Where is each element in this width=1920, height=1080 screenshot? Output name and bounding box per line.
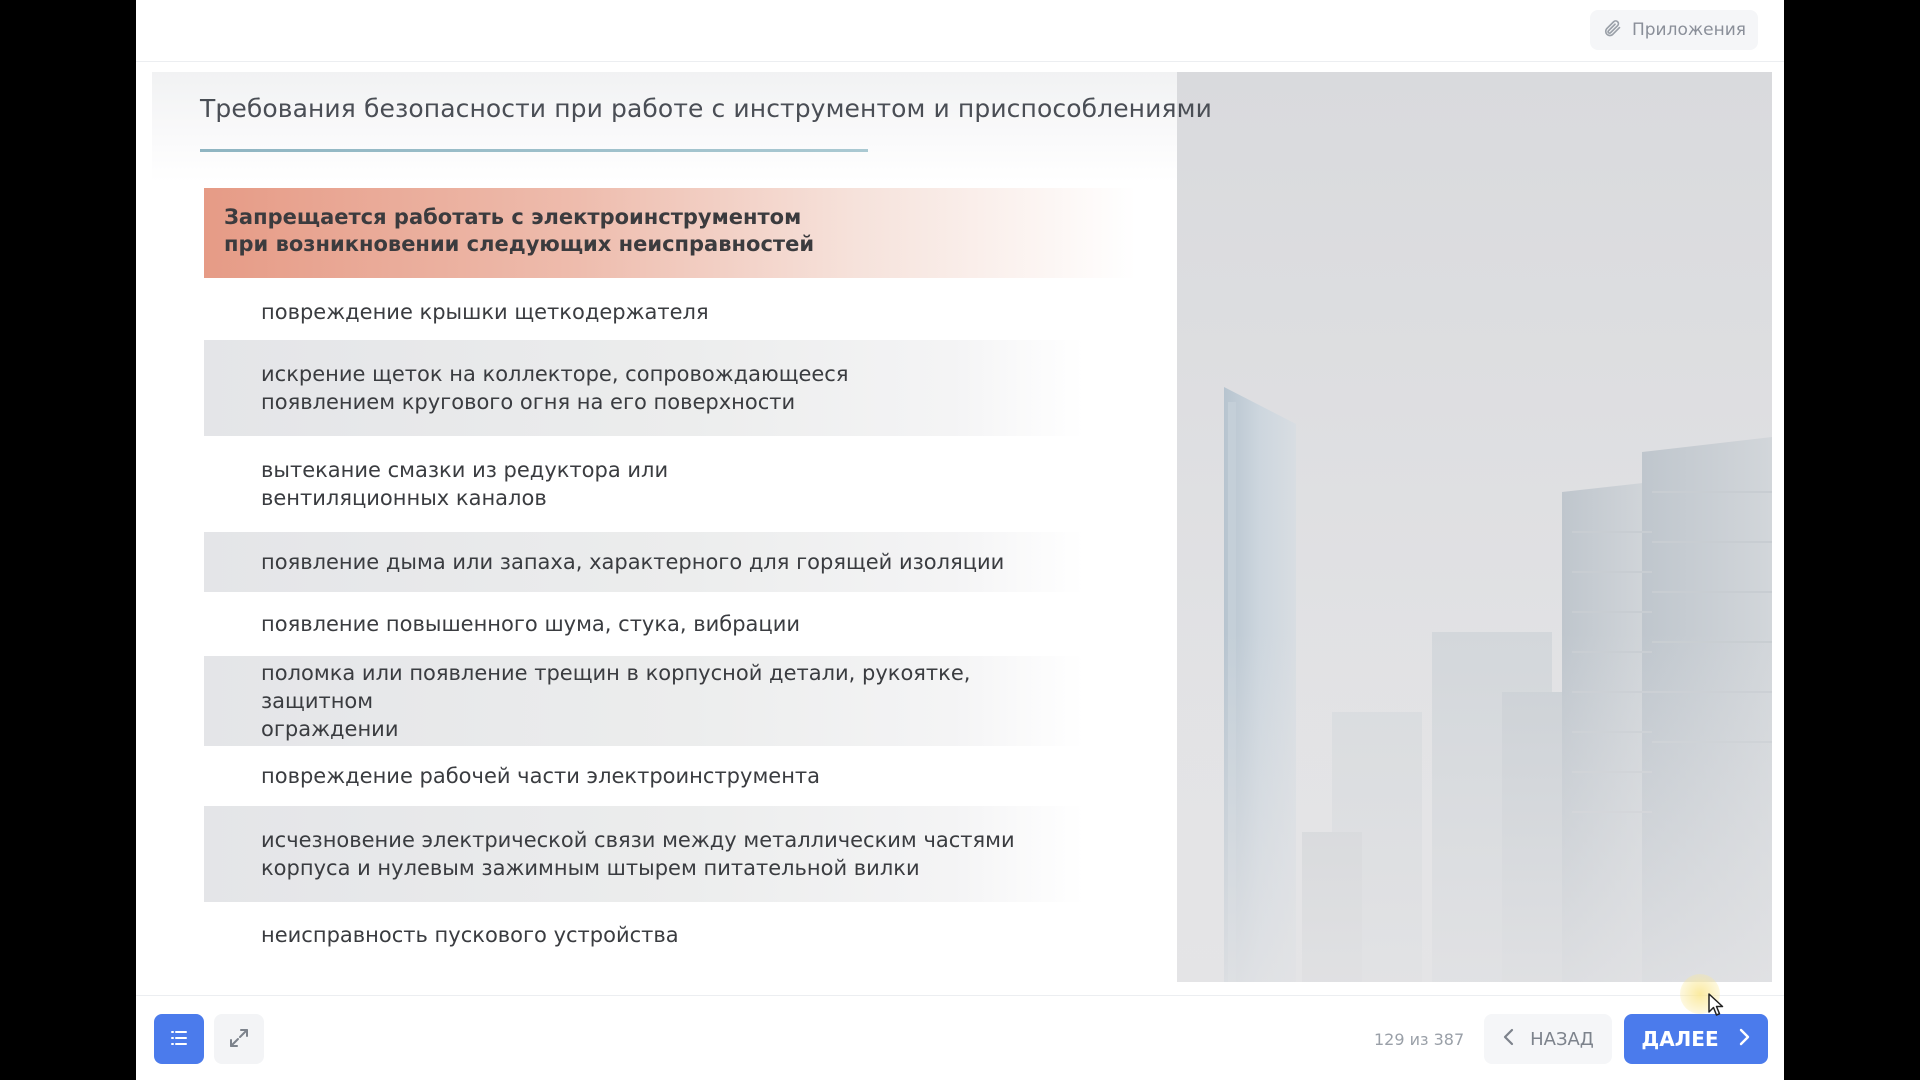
list-item: повреждение рабочей части электроинструмента <box>261 764 821 788</box>
paperclip-icon <box>1602 18 1622 43</box>
content-panel <box>152 72 1212 982</box>
bottom-divider <box>136 995 1784 996</box>
list-item: повреждение крышки щеткодержателя <box>261 300 709 324</box>
list-item: появление дыма или запаха, характерного для горящей изоляции <box>204 532 1084 592</box>
chevron-right-icon <box>1737 1027 1751 1051</box>
title-underline <box>200 149 868 152</box>
list-item: появление повышенного шума, стука, вибрации <box>261 612 801 636</box>
warning-header-text: Запрещается работать с электроинструментом при возникновении следующих неисправностей <box>224 205 815 256</box>
list-item: исчезновение электрической связи между металлическим частями корпуса и нулевым зажимным штырем питательной вилки <box>204 806 1084 902</box>
back-label: НАЗАД <box>1530 1028 1594 1050</box>
next-label: ДАЛЕЕ <box>1641 1027 1719 1051</box>
page-counter: 129 из 387 <box>1374 1030 1465 1049</box>
list-item: неисправность пускового устройства <box>261 923 679 947</box>
mouse-pointer-icon <box>1707 992 1725 1018</box>
table-of-contents-button[interactable] <box>154 1014 204 1064</box>
expand-icon <box>227 1026 251 1053</box>
attachments-button[interactable] <box>1590 10 1758 50</box>
list-item: искрение щеток на коллекторе, сопровождающееся появлением кругового огня на его поверхности <box>204 340 1084 436</box>
list-item: вытекание смазки из редуктора или вентиляционных каналов <box>261 458 669 510</box>
next-button[interactable] <box>1624 1014 1768 1064</box>
list-item: поломка или появление трещин в корпусной детали, рукоятке, защитном ограждении <box>204 656 1084 746</box>
list-icon <box>167 1026 191 1053</box>
attachments-label: Приложения <box>1631 20 1747 40</box>
back-button[interactable] <box>1484 1014 1612 1064</box>
chevron-left-icon <box>1502 1028 1516 1051</box>
warning-header-box <box>204 188 1136 278</box>
top-divider <box>136 61 1784 62</box>
fullscreen-button[interactable] <box>214 1014 264 1064</box>
slide-title: Требования безопасности при работе с инструментом и приспособлениями <box>200 94 1212 123</box>
slide <box>152 72 1772 982</box>
course-player <box>136 0 1784 1080</box>
